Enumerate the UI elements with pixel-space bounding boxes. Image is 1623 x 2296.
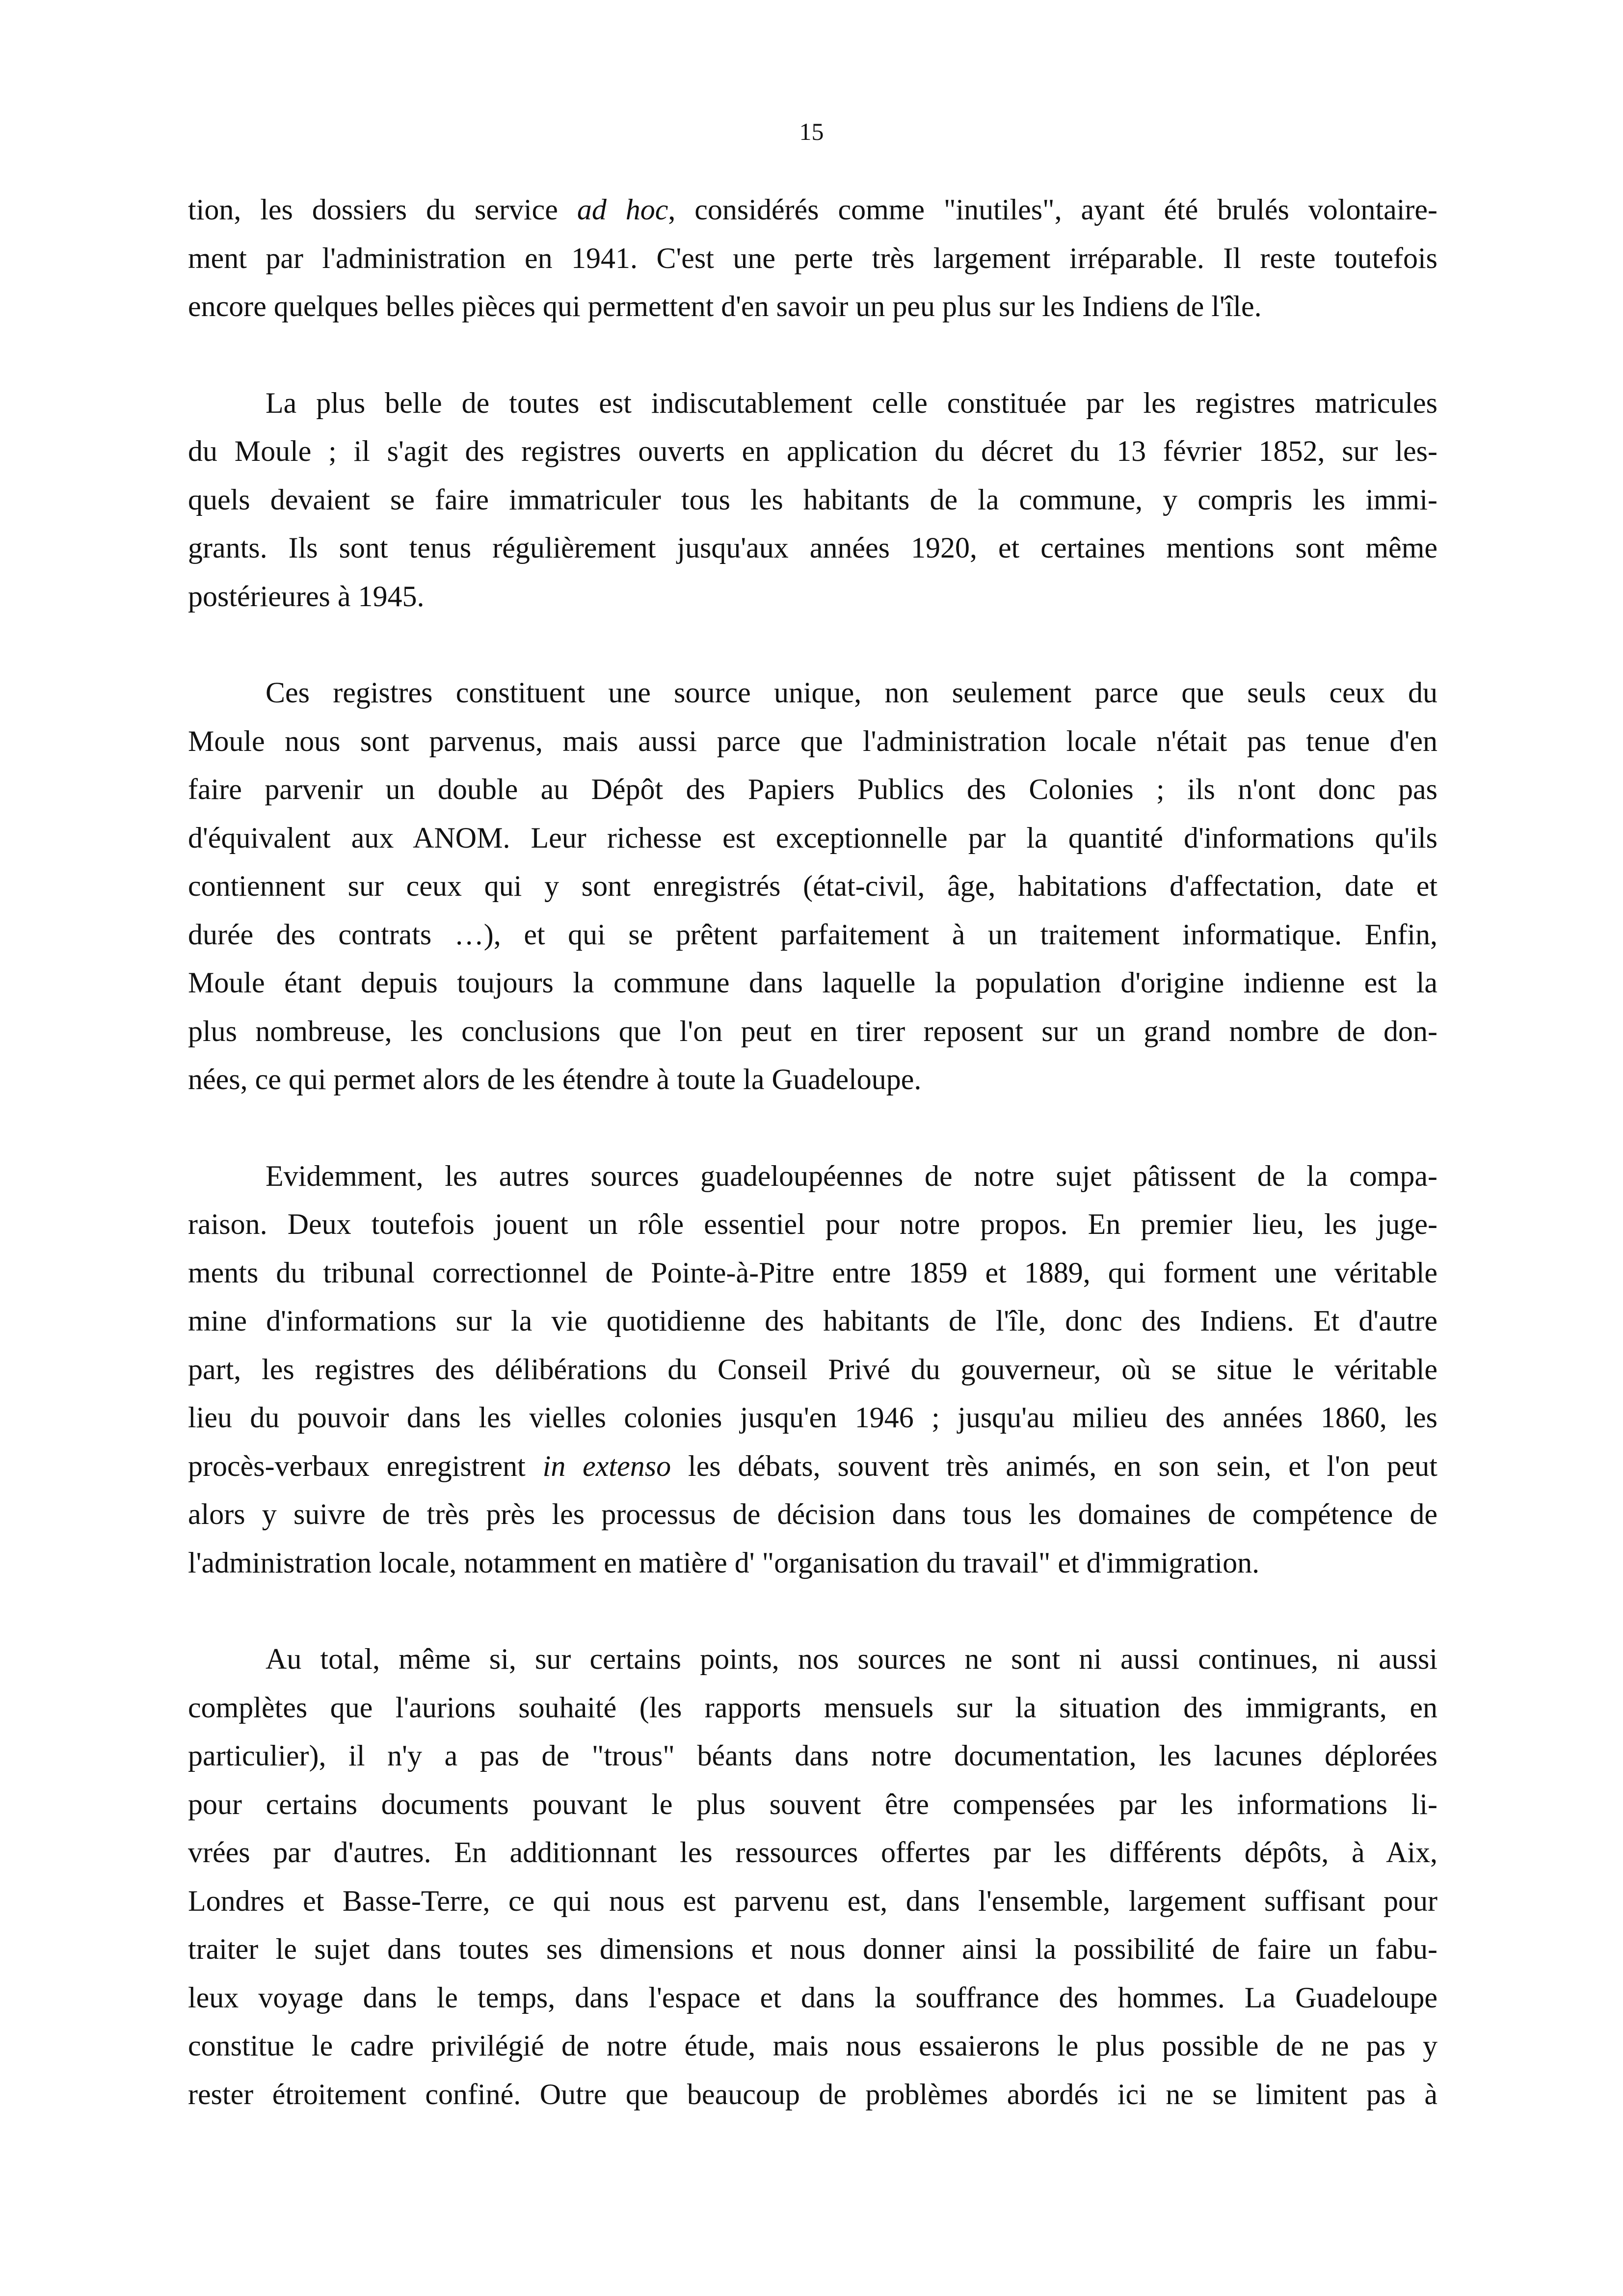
text-run: les débats, souvent très animés, en son sein, et l'on peut (671, 1449, 1437, 1482)
paragraph (188, 1152, 1437, 1587)
text-run: ments du tribunal correctionnel de Pointe-à-Pitre entre 1859 et 1889, qui forment une véritable (188, 1256, 1437, 1289)
italic-text: ad hoc (577, 193, 668, 226)
text-run: Au total, même si, sur certains points, nos sources ne sont ni aussi continues, ni aussi (266, 1643, 1437, 1675)
text-run: nées, ce qui permet alors de les étendre à toute la Guadeloupe. (188, 1063, 922, 1095)
text-line (188, 1925, 1437, 1974)
text-run: particulier), il n'y a pas de "trous" béants dans notre documentation, les lacunes déplorées (188, 1739, 1437, 1772)
text-run: mine d'informations sur la vie quotidienne des habitants de l'île, donc des Indiens. Et d'autre (188, 1305, 1437, 1337)
text-run: faire parvenir un double au Dépôt des Papiers Publics des Colonies ; ils n'ont donc pas (188, 773, 1437, 805)
paragraph (188, 1635, 1437, 2118)
text-run: durée des contrats …), et qui se prêtent parfaitement à un traitement informatique. Enfin, (188, 918, 1437, 951)
text-line (188, 1974, 1437, 2022)
text-run: d'équivalent aux ANOM. Leur richesse est exceptionnelle par la quantité d'informations qu'ils (188, 821, 1437, 854)
text-line (188, 1683, 1437, 1732)
text-run: postérieures à 1945. (188, 580, 425, 613)
text-line (188, 234, 1437, 283)
text-run: Londres et Basse-Terre, ce qui nous est parvenu est, dans l'ensemble, largement suffisant pour (188, 1884, 1437, 1917)
text-line (188, 1200, 1437, 1249)
text-line (188, 959, 1437, 1007)
text-line (188, 427, 1437, 476)
text-run: quels devaient se faire immatriculer tous les habitants de la commune, y compris les immi- (188, 483, 1437, 516)
text-line (188, 1490, 1437, 1539)
paragraph (188, 668, 1437, 1104)
text-run: alors y suivre de très près les processus de décision dans tous les domaines de compétence de (188, 1498, 1437, 1530)
text-run: complètes que l'aurions souhaité (les rapports mensuels sur la situation des immigrants, en (188, 1691, 1437, 1724)
text-run: leux voyage dans le temps, dans l'espace et dans la souffrance des hommes. La Guadeloupe (188, 1981, 1437, 2014)
text-line (188, 910, 1437, 959)
text-line (188, 1828, 1437, 1877)
text-line (188, 1780, 1437, 1829)
text-run: pour certains documents pouvant le plus souvent être compensées par les informations li- (188, 1788, 1437, 1820)
text-run: plus nombreuse, les conclusions que l'on peut en tirer reposent sur un grand nombre de don- (188, 1015, 1437, 1047)
text-line (188, 765, 1437, 814)
text-run: encore quelques belles pièces qui permettent d'en savoir un peu plus sur les Indiens de l'île. (188, 290, 1262, 322)
text-run: vrées par d'autres. En additionnant les ressources offertes par les différents dépôts, à Aix, (188, 1836, 1437, 1869)
text-line (188, 572, 1437, 621)
text-run: La plus belle de toutes est indiscutablement celle constituée par les registres matricules (266, 386, 1437, 419)
text-line (188, 186, 1437, 234)
text-line (188, 717, 1437, 766)
text-run: tion, les dossiers du service (188, 193, 577, 226)
text-run: Moule nous sont parvenus, mais aussi parce que l'administration locale n'était pas tenue d'en (188, 724, 1437, 757)
text-line (188, 1249, 1437, 1297)
text-line (188, 1007, 1437, 1056)
text-line (188, 1877, 1437, 1925)
text-run: l'administration locale, notamment en matière d' "organisation du travail" et d'immigration. (188, 1546, 1260, 1579)
text-line (188, 282, 1437, 331)
text-line (188, 1539, 1437, 1587)
text-line (188, 1152, 1437, 1201)
text-line (188, 476, 1437, 524)
text-line (188, 1393, 1437, 1442)
text-line (188, 2070, 1437, 2119)
text-run: rester étroitement confiné. Outre que beaucoup de problèmes abordés ici ne se limitent pas à (188, 2078, 1437, 2110)
text-line (188, 524, 1437, 572)
text-line (188, 1635, 1437, 1683)
text-line (188, 1055, 1437, 1104)
text-run: constitue le cadre privilégié de notre étude, mais nous essaierons le plus possible de ne pas y (188, 2029, 1437, 2062)
text-run: contiennent sur ceux qui y sont enregistrés (état-civil, âge, habitations d'affectation, date et (188, 870, 1437, 902)
text-line (188, 1345, 1437, 1394)
text-run: Evidemment, les autres sources guadeloupéennes de notre sujet pâtissent de la compa- (266, 1159, 1437, 1192)
text-run: du Moule ; il s'agit des registres ouverts en application du décret du 13 février 1852, sur les- (188, 435, 1437, 467)
paragraph (188, 186, 1437, 331)
text-line (188, 814, 1437, 862)
paragraph (188, 379, 1437, 621)
text-run: , considérés comme "inutiles", ayant été brulés volontaire- (668, 193, 1438, 226)
text-run: Moule étant depuis toujours la commune dans laquelle la population d'origine indienne est la (188, 966, 1437, 999)
text-run: ment par l'administration en 1941. C'est une perte très largement irréparable. Il reste toutefois (188, 241, 1437, 274)
italic-text: in extenso (542, 1449, 671, 1482)
text-run: Ces registres constituent une source unique, non seulement parce que seuls ceux du (266, 676, 1437, 709)
text-run: traiter le sujet dans toutes ses dimensions et nous donner ainsi la possibilité de faire un fabu- (188, 1933, 1437, 1965)
body-text (188, 186, 1437, 2118)
text-line (188, 1442, 1437, 1491)
text-line (188, 1732, 1437, 1780)
text-line (188, 1297, 1437, 1345)
text-run: grants. Ils sont tenus régulièrement jusqu'aux années 1920, et certaines mentions sont même (188, 532, 1437, 564)
page-number: 15 (799, 118, 824, 145)
text-line (188, 379, 1437, 427)
text-run: lieu du pouvoir dans les vielles colonies jusqu'en 1946 ; jusqu'au milieu des années 1860, les (188, 1401, 1437, 1434)
text-run: procès-verbaux enregistrent (188, 1449, 543, 1482)
text-run: raison. Deux toutefois jouent un rôle essentiel pour notre propos. En premier lieu, les juge- (188, 1208, 1437, 1240)
text-line (188, 862, 1437, 910)
text-run: part, les registres des délibérations du Conseil Privé du gouverneur, où se situe le véritable (188, 1353, 1437, 1386)
text-line (188, 2022, 1437, 2070)
text-line (188, 668, 1437, 717)
